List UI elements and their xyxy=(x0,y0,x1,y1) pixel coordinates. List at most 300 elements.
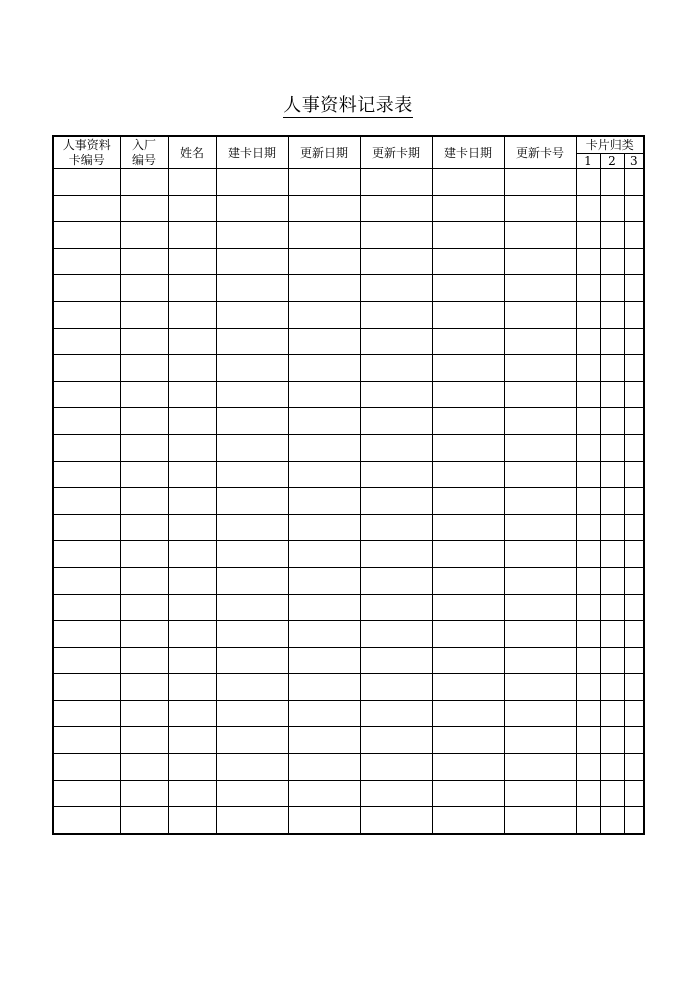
table-cell[interactable] xyxy=(600,488,624,515)
table-cell[interactable] xyxy=(432,408,504,435)
table-cell[interactable] xyxy=(624,434,644,461)
table-cell[interactable] xyxy=(53,408,120,435)
table-cell[interactable] xyxy=(288,275,360,302)
table-cell[interactable] xyxy=(216,195,288,222)
table-cell[interactable] xyxy=(600,275,624,302)
table-cell[interactable] xyxy=(624,248,644,275)
table-cell[interactable] xyxy=(624,700,644,727)
header-update-date: 更新日期 xyxy=(288,136,360,169)
table-cell[interactable] xyxy=(360,647,432,674)
table-cell[interactable] xyxy=(624,461,644,488)
table-cell[interactable] xyxy=(504,328,576,355)
header-create-date-2: 建卡日期 xyxy=(432,136,504,169)
table-cell[interactable] xyxy=(432,301,504,328)
table-cell[interactable] xyxy=(216,700,288,727)
table-cell[interactable] xyxy=(624,275,644,302)
table-cell[interactable] xyxy=(432,169,504,196)
table-cell[interactable] xyxy=(432,541,504,568)
table-cell[interactable] xyxy=(53,461,120,488)
table-cell[interactable] xyxy=(504,461,576,488)
table-cell[interactable] xyxy=(168,567,216,594)
table-cell[interactable] xyxy=(432,567,504,594)
header-name: 姓名 xyxy=(168,136,216,169)
table-cell[interactable] xyxy=(360,594,432,621)
table-cell[interactable] xyxy=(432,780,504,807)
table-cell[interactable] xyxy=(216,222,288,249)
table-cell[interactable] xyxy=(504,621,576,648)
table-cell[interactable] xyxy=(288,434,360,461)
table-cell[interactable] xyxy=(576,434,600,461)
table-cell[interactable] xyxy=(288,727,360,754)
table-cell[interactable] xyxy=(120,381,168,408)
table-cell[interactable] xyxy=(600,461,624,488)
table-cell[interactable] xyxy=(504,301,576,328)
table-cell[interactable] xyxy=(53,195,120,222)
table-cell[interactable] xyxy=(216,647,288,674)
table-cell[interactable] xyxy=(432,594,504,621)
table-cell[interactable] xyxy=(120,434,168,461)
table-cell[interactable] xyxy=(216,169,288,196)
table-cell[interactable] xyxy=(53,355,120,382)
header-card-number-line1: 人事资料 xyxy=(62,137,111,152)
table-cell[interactable] xyxy=(432,700,504,727)
table-cell[interactable] xyxy=(576,301,600,328)
table-cell[interactable] xyxy=(600,807,624,834)
table-cell[interactable] xyxy=(432,727,504,754)
table-cell[interactable] xyxy=(624,567,644,594)
table-cell[interactable] xyxy=(600,381,624,408)
table-cell[interactable] xyxy=(288,195,360,222)
table-cell[interactable] xyxy=(53,169,120,196)
table-cell[interactable] xyxy=(168,488,216,515)
table-cell[interactable] xyxy=(576,488,600,515)
table-cell[interactable] xyxy=(576,169,600,196)
table-cell[interactable] xyxy=(168,248,216,275)
table-cell[interactable] xyxy=(53,248,120,275)
table-cell[interactable] xyxy=(120,275,168,302)
table-cell[interactable] xyxy=(576,621,600,648)
table-cell[interactable] xyxy=(600,222,624,249)
table-cell[interactable] xyxy=(600,408,624,435)
table-cell[interactable] xyxy=(576,328,600,355)
table-cell[interactable] xyxy=(216,514,288,541)
table-cell[interactable] xyxy=(53,780,120,807)
table-cell[interactable] xyxy=(504,700,576,727)
table-cell[interactable] xyxy=(600,355,624,382)
table-cell[interactable] xyxy=(120,807,168,834)
table-cell[interactable] xyxy=(120,780,168,807)
table-cell[interactable] xyxy=(288,514,360,541)
table-cell[interactable] xyxy=(624,195,644,222)
table-cell[interactable] xyxy=(216,275,288,302)
table-cell[interactable] xyxy=(432,248,504,275)
table-cell[interactable] xyxy=(53,328,120,355)
table-cell[interactable] xyxy=(120,355,168,382)
table-cell[interactable] xyxy=(600,195,624,222)
table-cell[interactable] xyxy=(624,674,644,701)
table-cell[interactable] xyxy=(504,647,576,674)
table-cell[interactable] xyxy=(600,248,624,275)
table-cell[interactable] xyxy=(288,541,360,568)
table-cell[interactable] xyxy=(600,780,624,807)
table-cell[interactable] xyxy=(360,222,432,249)
table-cell[interactable] xyxy=(360,700,432,727)
table-cell[interactable] xyxy=(624,780,644,807)
table-cell[interactable] xyxy=(624,727,644,754)
table-cell[interactable] xyxy=(53,727,120,754)
table-cell[interactable] xyxy=(504,434,576,461)
table-cell[interactable] xyxy=(360,275,432,302)
table-row xyxy=(53,674,644,701)
table-row xyxy=(53,514,644,541)
table-cell[interactable] xyxy=(216,381,288,408)
table-cell[interactable] xyxy=(360,780,432,807)
table-cell[interactable] xyxy=(360,408,432,435)
table-cell[interactable] xyxy=(168,381,216,408)
table-cell[interactable] xyxy=(216,408,288,435)
table-cell[interactable] xyxy=(168,700,216,727)
table-cell[interactable] xyxy=(120,594,168,621)
table-cell[interactable] xyxy=(288,567,360,594)
table-cell[interactable] xyxy=(624,754,644,781)
table-cell[interactable] xyxy=(288,355,360,382)
table-cell[interactable] xyxy=(504,408,576,435)
table-cell[interactable] xyxy=(360,674,432,701)
table-cell[interactable] xyxy=(624,541,644,568)
table-cell[interactable] xyxy=(360,567,432,594)
table-cell[interactable] xyxy=(216,567,288,594)
header-card-category: 卡片归类 xyxy=(576,136,644,154)
table-cell[interactable] xyxy=(120,674,168,701)
header-entry-number-line2: 编号 xyxy=(131,152,156,167)
table-cell[interactable] xyxy=(432,328,504,355)
table-cell[interactable] xyxy=(504,727,576,754)
table-cell[interactable] xyxy=(168,807,216,834)
table-cell[interactable] xyxy=(53,301,120,328)
table-cell[interactable] xyxy=(120,754,168,781)
table-cell[interactable] xyxy=(168,408,216,435)
table-row xyxy=(53,727,644,754)
table-cell[interactable] xyxy=(600,169,624,196)
table-cell[interactable] xyxy=(53,381,120,408)
table-cell[interactable] xyxy=(576,275,600,302)
table-cell[interactable] xyxy=(53,222,120,249)
table-cell[interactable] xyxy=(168,169,216,196)
table-cell[interactable] xyxy=(624,594,644,621)
table-cell[interactable] xyxy=(120,301,168,328)
table-cell[interactable] xyxy=(120,567,168,594)
table-cell[interactable] xyxy=(53,488,120,515)
table-row xyxy=(53,195,644,222)
table-cell[interactable] xyxy=(504,807,576,834)
table-cell[interactable] xyxy=(120,195,168,222)
table-cell[interactable] xyxy=(504,275,576,302)
table-cell[interactable] xyxy=(624,807,644,834)
table-cell[interactable] xyxy=(360,434,432,461)
table-cell[interactable] xyxy=(216,488,288,515)
table-cell[interactable] xyxy=(624,647,644,674)
table-cell[interactable] xyxy=(432,621,504,648)
table-cell[interactable] xyxy=(168,594,216,621)
table-row xyxy=(53,381,644,408)
table-cell[interactable] xyxy=(576,594,600,621)
table-cell[interactable] xyxy=(600,700,624,727)
table-cell[interactable] xyxy=(360,754,432,781)
table-cell[interactable] xyxy=(288,328,360,355)
table-cell[interactable] xyxy=(432,381,504,408)
table-cell[interactable] xyxy=(216,461,288,488)
table-cell[interactable] xyxy=(576,674,600,701)
record-body xyxy=(53,169,644,834)
table-cell[interactable] xyxy=(504,780,576,807)
table-cell[interactable] xyxy=(504,222,576,249)
table-cell[interactable] xyxy=(168,461,216,488)
table-cell[interactable] xyxy=(504,355,576,382)
table-cell[interactable] xyxy=(360,355,432,382)
table-row xyxy=(53,169,644,196)
table-cell[interactable] xyxy=(576,807,600,834)
table-cell[interactable] xyxy=(288,301,360,328)
table-cell[interactable] xyxy=(504,488,576,515)
header-card-number xyxy=(53,136,120,169)
table-cell[interactable] xyxy=(216,301,288,328)
table-cell[interactable] xyxy=(504,169,576,196)
table-cell[interactable] xyxy=(216,434,288,461)
table-cell[interactable] xyxy=(432,434,504,461)
table-cell[interactable] xyxy=(288,780,360,807)
table-cell[interactable] xyxy=(504,594,576,621)
table-cell[interactable] xyxy=(360,248,432,275)
table-cell[interactable] xyxy=(360,301,432,328)
table-cell[interactable] xyxy=(600,674,624,701)
header-category-2: 2 xyxy=(600,154,624,169)
table-cell[interactable] xyxy=(216,674,288,701)
table-cell[interactable] xyxy=(576,541,600,568)
table-cell[interactable] xyxy=(216,807,288,834)
table-cell[interactable] xyxy=(432,222,504,249)
table-cell[interactable] xyxy=(624,488,644,515)
table-cell[interactable] xyxy=(504,567,576,594)
table-cell[interactable] xyxy=(53,807,120,834)
table-cell[interactable] xyxy=(504,514,576,541)
table-cell[interactable] xyxy=(360,621,432,648)
table-cell[interactable] xyxy=(120,328,168,355)
table-cell[interactable] xyxy=(288,807,360,834)
table-cell[interactable] xyxy=(576,567,600,594)
table-cell[interactable] xyxy=(120,621,168,648)
table-cell[interactable] xyxy=(168,647,216,674)
table-cell[interactable] xyxy=(360,514,432,541)
table-cell[interactable] xyxy=(600,514,624,541)
table-cell[interactable] xyxy=(288,700,360,727)
table-cell[interactable] xyxy=(120,461,168,488)
table-cell[interactable] xyxy=(168,780,216,807)
table-cell[interactable] xyxy=(432,488,504,515)
table-cell[interactable] xyxy=(504,381,576,408)
table-cell[interactable] xyxy=(216,248,288,275)
table-cell[interactable] xyxy=(576,248,600,275)
table-cell[interactable] xyxy=(168,222,216,249)
table-cell[interactable] xyxy=(600,541,624,568)
table-cell[interactable] xyxy=(216,780,288,807)
table-row xyxy=(53,754,644,781)
table-cell[interactable] xyxy=(168,541,216,568)
table-cell[interactable] xyxy=(288,488,360,515)
table-cell[interactable] xyxy=(168,195,216,222)
table-cell[interactable] xyxy=(120,222,168,249)
table-cell[interactable] xyxy=(53,674,120,701)
table-cell[interactable] xyxy=(53,621,120,648)
table-cell[interactable] xyxy=(53,434,120,461)
table-cell[interactable] xyxy=(216,754,288,781)
table-cell[interactable] xyxy=(600,434,624,461)
table-cell[interactable] xyxy=(360,461,432,488)
table-cell[interactable] xyxy=(624,169,644,196)
table-cell[interactable] xyxy=(432,461,504,488)
table-cell[interactable] xyxy=(120,647,168,674)
table-cell[interactable] xyxy=(288,169,360,196)
table-cell[interactable] xyxy=(168,434,216,461)
table-cell[interactable] xyxy=(600,727,624,754)
table-cell[interactable] xyxy=(216,541,288,568)
table-cell[interactable] xyxy=(288,621,360,648)
table-cell[interactable] xyxy=(576,408,600,435)
table-cell[interactable] xyxy=(168,727,216,754)
table-cell[interactable] xyxy=(600,621,624,648)
table-cell[interactable] xyxy=(576,461,600,488)
table-cell[interactable] xyxy=(504,195,576,222)
table-cell[interactable] xyxy=(288,222,360,249)
table-cell[interactable] xyxy=(120,408,168,435)
table-cell[interactable] xyxy=(288,674,360,701)
table-cell[interactable] xyxy=(360,328,432,355)
table-cell[interactable] xyxy=(504,248,576,275)
table-row xyxy=(53,594,644,621)
table-cell[interactable] xyxy=(624,621,644,648)
header-category-1: 1 xyxy=(576,154,600,169)
header-entry-number-line1: 入厂 xyxy=(131,137,156,152)
table-cell[interactable] xyxy=(120,169,168,196)
table-cell[interactable] xyxy=(288,647,360,674)
table-cell[interactable] xyxy=(624,381,644,408)
table-cell[interactable] xyxy=(576,780,600,807)
table-cell[interactable] xyxy=(360,541,432,568)
table-cell[interactable] xyxy=(53,541,120,568)
table-cell[interactable] xyxy=(168,621,216,648)
table-cell[interactable] xyxy=(168,674,216,701)
table-cell[interactable] xyxy=(288,381,360,408)
table-cell[interactable] xyxy=(504,674,576,701)
table-cell[interactable] xyxy=(120,700,168,727)
table-cell[interactable] xyxy=(624,328,644,355)
table-cell[interactable] xyxy=(288,461,360,488)
table-cell[interactable] xyxy=(576,727,600,754)
table-cell[interactable] xyxy=(504,754,576,781)
table-cell[interactable] xyxy=(576,381,600,408)
table-cell[interactable] xyxy=(600,328,624,355)
table-cell[interactable] xyxy=(504,541,576,568)
table-cell[interactable] xyxy=(360,727,432,754)
table-cell[interactable] xyxy=(624,222,644,249)
table-cell[interactable] xyxy=(360,381,432,408)
table-row xyxy=(53,355,644,382)
table-cell[interactable] xyxy=(600,754,624,781)
table-cell[interactable] xyxy=(360,807,432,834)
table-cell[interactable] xyxy=(576,195,600,222)
page-title-text: 人事资料记录表 xyxy=(283,95,413,116)
table-cell[interactable] xyxy=(288,754,360,781)
table-cell[interactable] xyxy=(168,514,216,541)
table-cell[interactable] xyxy=(432,355,504,382)
table-cell[interactable] xyxy=(432,674,504,701)
table-cell[interactable] xyxy=(120,488,168,515)
table-cell[interactable] xyxy=(432,195,504,222)
table-cell[interactable] xyxy=(53,567,120,594)
table-cell[interactable] xyxy=(576,700,600,727)
table-cell[interactable] xyxy=(288,594,360,621)
table-cell[interactable] xyxy=(168,355,216,382)
table-cell[interactable] xyxy=(216,594,288,621)
table-cell[interactable] xyxy=(624,408,644,435)
table-cell[interactable] xyxy=(600,594,624,621)
table-cell[interactable] xyxy=(576,647,600,674)
table-cell[interactable] xyxy=(53,647,120,674)
table-cell[interactable] xyxy=(600,567,624,594)
table-cell[interactable] xyxy=(120,248,168,275)
table-cell[interactable] xyxy=(120,514,168,541)
table-cell[interactable] xyxy=(53,700,120,727)
table-cell[interactable] xyxy=(168,275,216,302)
table-cell[interactable] xyxy=(576,514,600,541)
table-cell[interactable] xyxy=(600,647,624,674)
table-cell[interactable] xyxy=(168,754,216,781)
table-cell[interactable] xyxy=(216,328,288,355)
table-cell[interactable] xyxy=(120,727,168,754)
table-cell[interactable] xyxy=(600,301,624,328)
table-cell[interactable] xyxy=(53,514,120,541)
table-cell[interactable] xyxy=(53,754,120,781)
table-cell[interactable] xyxy=(624,301,644,328)
table-cell[interactable] xyxy=(288,408,360,435)
table-cell[interactable] xyxy=(53,275,120,302)
table-row xyxy=(53,248,644,275)
table-cell[interactable] xyxy=(624,355,644,382)
table-cell[interactable] xyxy=(216,621,288,648)
table-cell[interactable] xyxy=(576,222,600,249)
table-cell[interactable] xyxy=(432,807,504,834)
table-cell[interactable] xyxy=(120,541,168,568)
table-cell[interactable] xyxy=(432,647,504,674)
table-cell[interactable] xyxy=(576,754,600,781)
table-cell[interactable] xyxy=(53,594,120,621)
table-cell[interactable] xyxy=(288,248,360,275)
table-cell[interactable] xyxy=(360,195,432,222)
table-cell[interactable] xyxy=(432,275,504,302)
table-cell[interactable] xyxy=(216,355,288,382)
table-cell[interactable] xyxy=(168,301,216,328)
table-cell[interactable] xyxy=(360,488,432,515)
table-cell[interactable] xyxy=(360,169,432,196)
table-cell[interactable] xyxy=(168,328,216,355)
table-row xyxy=(53,541,644,568)
table-cell[interactable] xyxy=(216,727,288,754)
header-entry-number xyxy=(120,136,168,169)
table-cell[interactable] xyxy=(624,514,644,541)
table-cell[interactable] xyxy=(432,754,504,781)
header-update-card-number: 更新卡号 xyxy=(504,136,576,169)
table-cell[interactable] xyxy=(576,355,600,382)
table-cell[interactable] xyxy=(432,514,504,541)
